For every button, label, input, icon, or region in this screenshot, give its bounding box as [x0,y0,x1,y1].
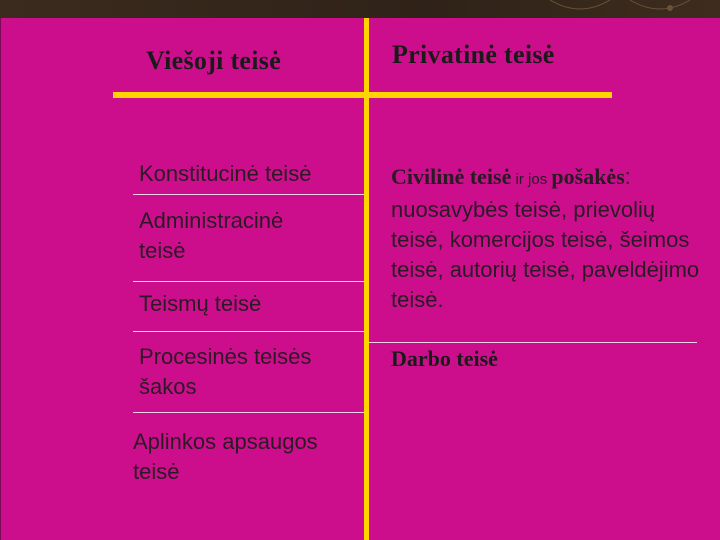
row-divider [133,194,364,195]
column-divider [364,18,369,540]
civil-law-colon: : [624,164,631,189]
civil-law-block [391,162,711,315]
civil-law-detail: nuosavybės teisė, prievolių teisė, komercijos teisė, šeimos teisė, autorių teisė, paveldėjimo teisė. [391,197,700,312]
row-divider [133,412,364,413]
civil-law-branches: pošakės [551,164,625,189]
list-item-environmental-law: Aplinkos apsaugos teisė [133,429,318,484]
row-divider [133,331,364,332]
ornament-icon [520,0,720,18]
row-divider [133,281,364,282]
labor-law-item: Darbo teisė [391,346,498,371]
slide-left-border [0,18,1,540]
private-law-heading: Privatinė teisė [392,40,555,69]
public-law-heading: Viešoji teisė [146,46,282,75]
header-divider [113,92,612,98]
civil-law-title: Civilinė teisė [391,164,512,189]
list-item-court-law: Teismų teisė [139,291,262,316]
top-decorative-bar [0,0,720,18]
list-item-procedural-law: Procesinės teisės šakos [139,344,312,399]
civil-law-connector: ir jos [511,171,552,188]
row-divider [369,342,697,343]
list-item-constitutional-law: Konstitucinė teisė [139,161,312,186]
list-item-administrative-law: Administracinė teisė [139,208,284,263]
